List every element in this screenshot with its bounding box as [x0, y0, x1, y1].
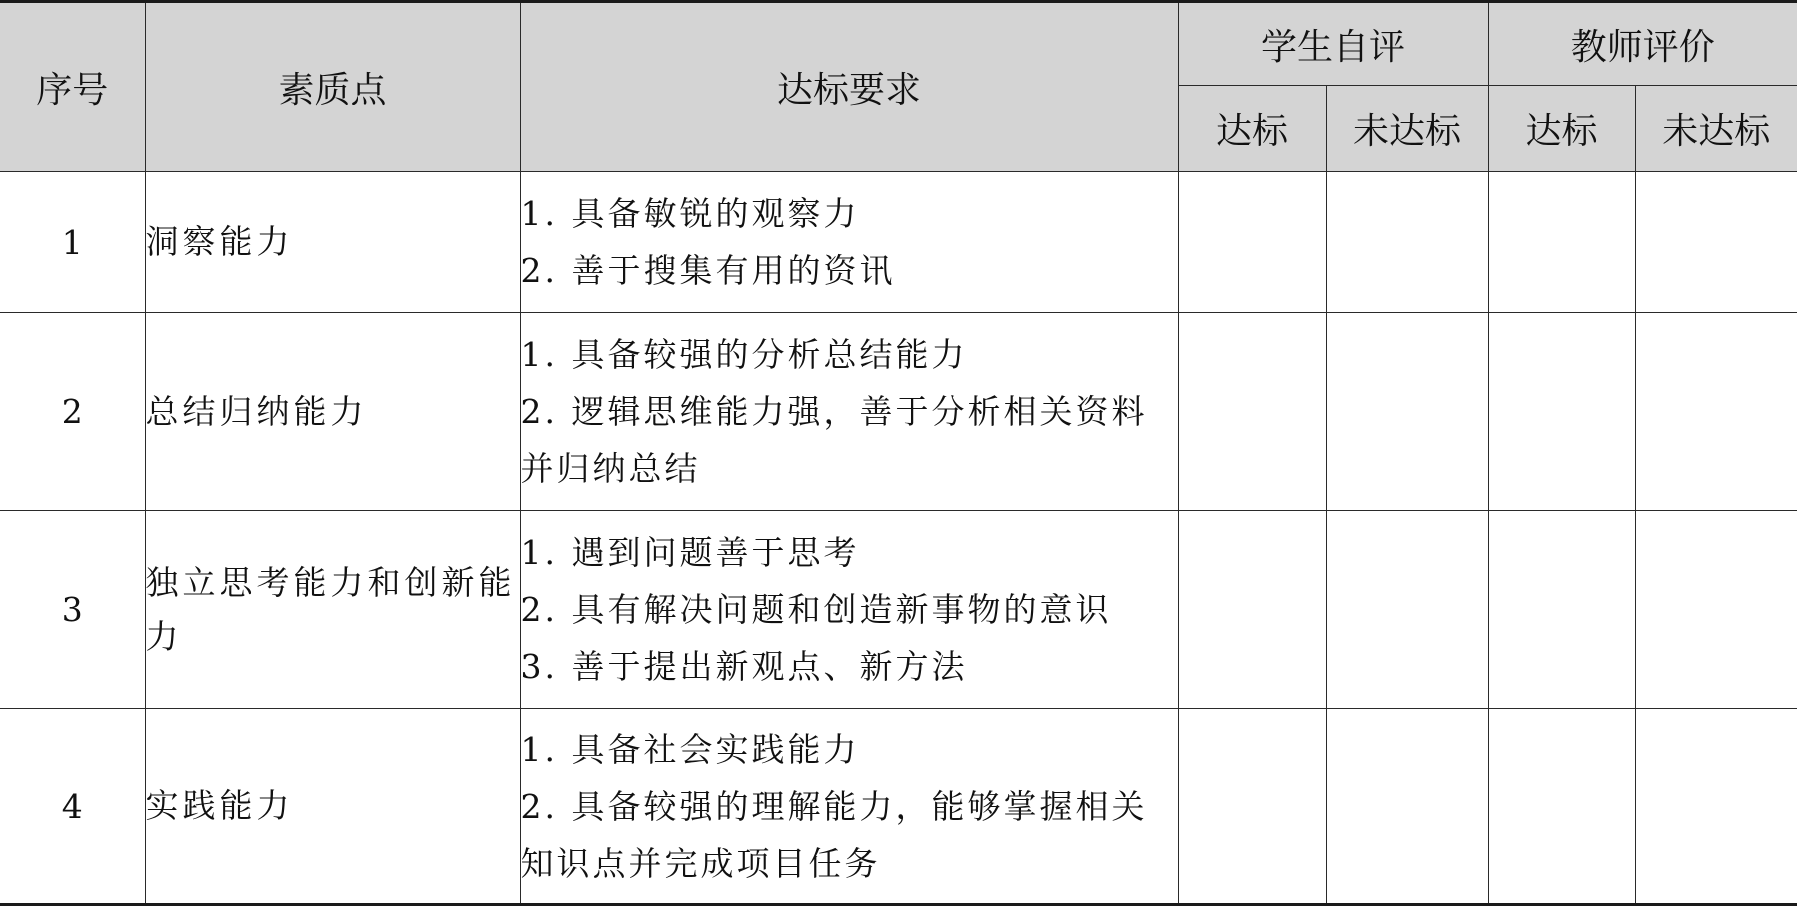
table-header: [0, 2, 1797, 172]
row-number: 1: [0, 172, 145, 313]
requirement-line: 1. 具备社会实践能力: [520, 729, 860, 769]
student-met-cell[interactable]: [1178, 511, 1326, 709]
requirement-line: 2. 具备较强的理解能力，能够掌握相关知识点并完成项目任务: [520, 786, 1148, 883]
table-row: [0, 313, 1797, 511]
table-body: [0, 172, 1797, 905]
requirement-cell: [520, 511, 1178, 709]
header-quality: 素质点: [145, 2, 520, 172]
student-not-met-cell[interactable]: [1326, 511, 1488, 709]
teacher-not-met-cell[interactable]: [1635, 511, 1797, 709]
table-row: [0, 709, 1797, 905]
requirement-cell: [520, 313, 1178, 511]
teacher-met-cell[interactable]: [1488, 313, 1635, 511]
requirement-line: 1. 具备敏锐的观察力: [520, 194, 860, 233]
requirement-line: 2. 具有解决问题和创造新事物的意识: [520, 590, 1112, 629]
teacher-met-cell[interactable]: [1488, 709, 1635, 905]
table-row: [0, 172, 1797, 313]
header-requirement: 达标要求: [520, 2, 1178, 172]
requirement-cell: [520, 172, 1178, 313]
header-teacher-not-met: 未达标: [1635, 86, 1797, 172]
student-met-cell[interactable]: [1178, 172, 1326, 313]
requirement-line: 2. 逻辑思维能力强，善于分析相关资料并归纳总结: [520, 392, 1148, 488]
student-not-met-cell[interactable]: [1326, 172, 1488, 313]
header-student-eval: 学生自评: [1178, 2, 1488, 86]
row-number: 3: [0, 511, 145, 709]
header-seq: 序号: [0, 2, 145, 172]
quality-cell: 独立思考能力和创新能力: [145, 511, 520, 709]
quality-cell: 总结归纳能力: [145, 313, 520, 511]
header-student-not-met: 未达标: [1326, 86, 1488, 172]
student-met-cell[interactable]: [1178, 313, 1326, 511]
table-row: [0, 511, 1797, 709]
teacher-met-cell[interactable]: [1488, 172, 1635, 313]
quality-cell: 洞察能力: [145, 172, 520, 313]
requirement-line: 1. 具备较强的分析总结能力: [520, 335, 968, 374]
quality-cell: 实践能力: [145, 709, 520, 905]
teacher-not-met-cell[interactable]: [1635, 172, 1797, 313]
requirement-line: 3. 善于提出新观点、新方法: [520, 647, 968, 686]
teacher-met-cell[interactable]: [1488, 511, 1635, 709]
teacher-not-met-cell[interactable]: [1635, 709, 1797, 905]
row-number: 2: [0, 313, 145, 511]
row-number: 4: [0, 709, 145, 905]
requirement-cell: [520, 709, 1178, 905]
teacher-not-met-cell[interactable]: [1635, 313, 1797, 511]
student-not-met-cell[interactable]: [1326, 313, 1488, 511]
student-met-cell[interactable]: [1178, 709, 1326, 905]
student-not-met-cell[interactable]: [1326, 709, 1488, 905]
requirement-line: 1. 遇到问题善于思考: [520, 533, 860, 572]
header-teacher-met: 达标: [1488, 86, 1635, 172]
header-student-met: 达标: [1178, 86, 1326, 172]
header-teacher-eval: 教师评价: [1488, 2, 1797, 86]
requirement-line: 2. 善于搜集有用的资讯: [520, 251, 896, 290]
